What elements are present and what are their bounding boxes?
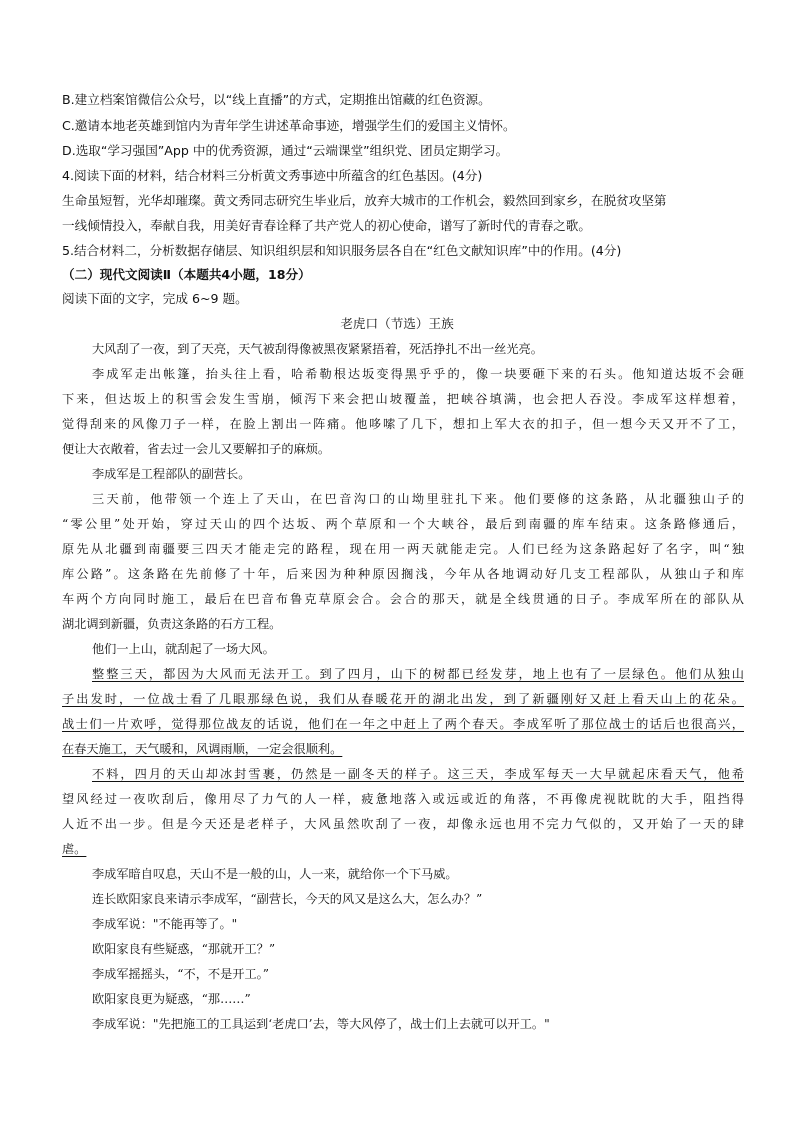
article-line: 人近不出一步。但是今天还是老样子，大风虽然吹刮了一夜，却像永远也用不完力气似的，又开始了一天的肆 [62,817,744,831]
underlined-line: 不料，四月的天山却冰封雪裹，仍然是一副冬天的样子。这三天，李成军每天一大早就起床看天气，他希 [92,767,744,781]
article-line: 三天前，他带领一个连上了天山，在巴音沟口的山坳里驻扎下来。他们要修的这条路，从北疆独山子的 [92,492,744,506]
underlined-line: 在春天施工，天气暖和，风调雨顺，一定会很顺利。 [62,742,343,756]
article-title: 老虎口（节选）王族 [340,316,454,331]
article-line: 李成军是工程部队的副营长。 [92,467,251,481]
article-line: 连长欧阳家良来请示李成军，“副营长，今天的风又是这么大，怎么办？” [92,892,483,906]
article-line: 湖北调到新疆，负责这条路的石方工程。 [62,617,282,631]
article-line: 望风经过一夜吹刮后，像用尽了力气的人一样，疲惫地落入或远或近的角落，不再像虎视眈眈的大手，阻挡得 [62,792,744,806]
underlined-line: 战士们一片欢呼，觉得那位战友的话说，他们在一年之中赶上了两个春天。李成军听了那位战士的话后也很高兴， [62,717,744,731]
article-line: 车两个方向同时施工，最后在巴音布鲁克草原会合。会合的那天，就是全线贯通的日子。李成军所在的部队从 [62,592,744,606]
article-line: 欧阳家良有些疑惑，“那就开工？” [92,942,276,956]
article-line: “零公里”处开始，穿过天山的四个达坂、两个草原和一个大峡谷，最后到南疆的库车结束。这条路修通后， [62,517,744,531]
underlined-line: 子出发时，一位战士看了几眼那绿色说，我们从春暖花开的湖北出发，到了新疆刚好又赶上看天山上的花朵。 [62,692,744,706]
question-4-prompt: 4.阅读下面的材料，结合材料三分析黄文秀事迹中所蕴含的红色基因。(4分) [62,168,483,183]
article-line: 李成军暗自叹息，天山不是一般的山，人一来，就给你一个下马威。 [92,867,458,881]
underlined-line: 整整三天，都因为大风而无法开工。到了四月，山下的树都已经发芽，地上也有了一层绿色。他们从独山 [92,667,744,681]
section-instruction: 阅读下面的文字，完成 6~9 题。 [62,291,248,306]
option-b: B.建立档案馆微信公众号，以“线上直播”的方式，定期推出馆藏的红色资源。 [62,92,491,107]
article-line: 李成军走出帐篷，抬头往上看，哈希勒根达坂变得黑乎乎的，像一块要砸下来的石头。他知道达坂不会砸 [92,367,744,381]
article-line: 便让大衣敞着，省去过一会儿又要解扣子的麻烦。 [62,442,331,456]
article-line: 觉得刮来的风像刀子一样，在脸上割出一阵痛。他哆嗦了几下，想扣上军大衣的扣子，但一想今天又开不了工， [62,417,744,431]
article-line: 李成军说："先把施工的工具运到‘老虎口’去，等大风停了，战士们上去就可以开工。" [92,1017,550,1031]
article-line: 下来，但达坂上的积雪会发生雪崩，倾泻下来会把山坡覆盖，把峡谷填满，也会把人吞没。李成军这样想着， [62,392,744,406]
option-c: C.邀请本地老英雄到馆内为青年学生讲述革命事迹，增强学生们的爱国主义情怀。 [62,118,516,133]
article-line: 大风刮了一夜，到了天亮，天气被刮得像被黑夜紧紧捂着，死活挣扎不出一丝光亮。 [92,342,543,356]
article-line: 原先从北疆到南疆要三四天才能走完的路程，现在用一两天就能走完。人们已经为这条路起好了名字，叫“独 [62,542,744,556]
section-heading: （二）现代文阅读Ⅱ（本题共4小题，18分） [62,267,311,282]
question-5-prompt: 5.结合材料二，分析数据存储层、知识组织层和知识服务层各自在“红色文献知识库”中的作用。(4分) [62,243,622,258]
article-line: 他们一上山，就刮起了一场大风。 [92,642,275,656]
article-line: 库公路”。这条路在先前修了十年，后来因为种种原因搁浅，今年从各地调动好几支工程部队，从独山子和库 [62,567,744,581]
article-line: 欧阳家良更为疑惑，“那……” [92,992,251,1006]
underlined-line: 虐。 [62,842,87,856]
question-4-material-line-1: 生命虽短暂，光华却璀璨。黄文秀同志研究生毕业后，放弃大城市的工作机会，毅然回到家乡，在脱贫攻坚第 [62,193,667,208]
article-line: 李成军说："不能再等了。" [92,917,238,931]
question-4-material-line-2: 一线倾情投入，奉献自我，用美好青春诠释了共产党人的初心使命，谱写了新时代的青春之歌。 [62,218,591,233]
article-line: 李成军摇摇头，“不，不是开工。” [92,967,269,981]
option-d: D.选取“学习强国”App 中的优秀资源，通过“云端课堂”组织党、团员定期学习。 [62,143,509,158]
